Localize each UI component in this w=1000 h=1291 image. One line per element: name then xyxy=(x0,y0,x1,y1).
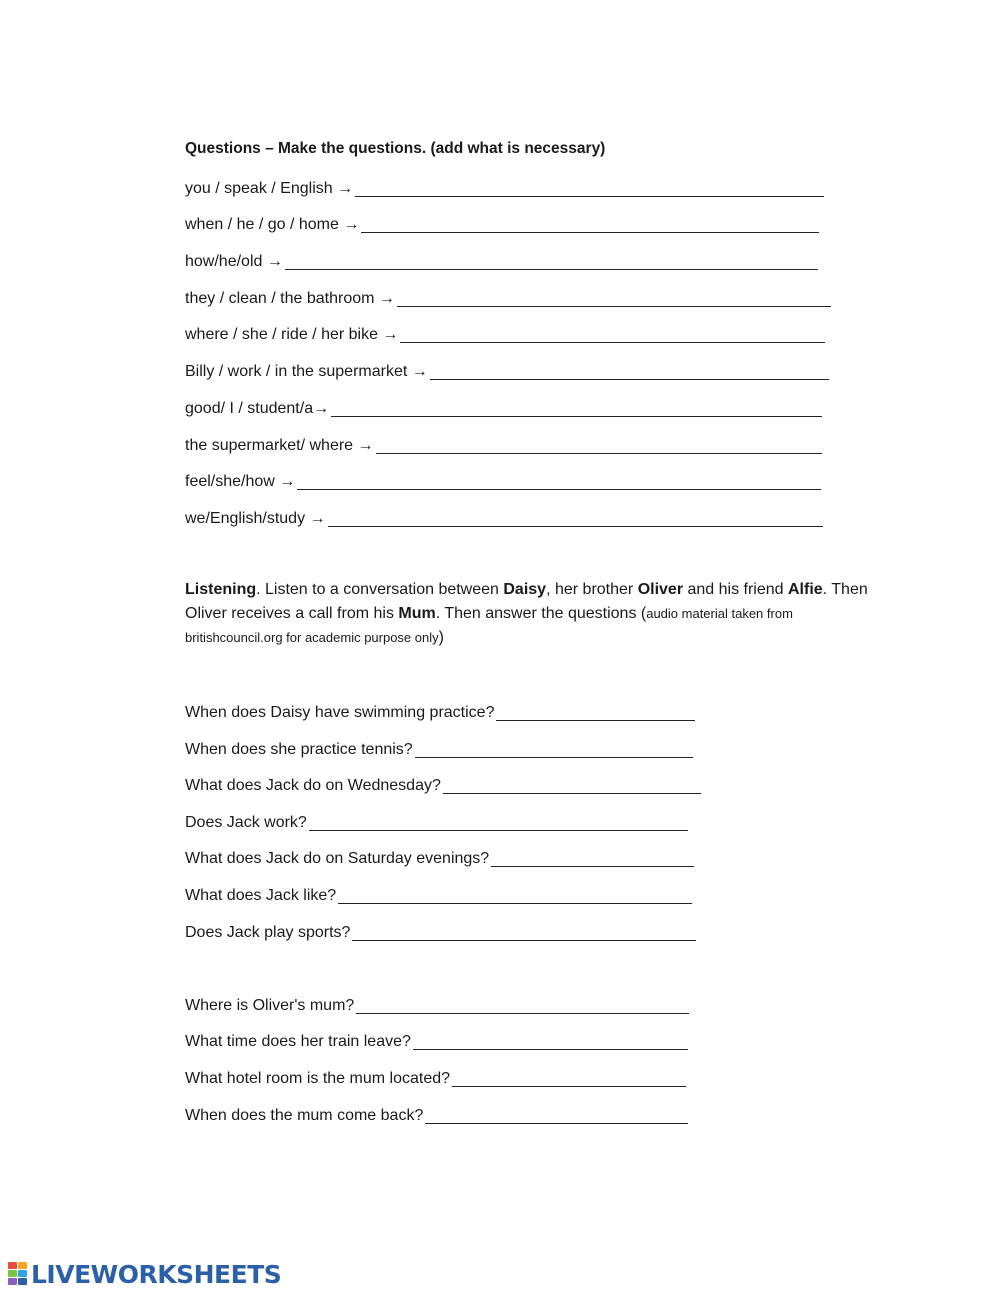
logo-block xyxy=(18,1262,27,1269)
question-row xyxy=(185,396,822,418)
question-prompt: What does Jack like? xyxy=(185,887,337,904)
logo-wordmark: LIVEWORKSHEETS xyxy=(31,1259,282,1289)
source-note: audio material taken from britishcouncil.org for academic purpose only xyxy=(185,606,793,645)
question-row xyxy=(185,1029,688,1051)
question-prompt: What does Jack do on Wednesday? xyxy=(185,777,441,794)
answer-field[interactable] xyxy=(430,361,829,380)
answer-field[interactable] xyxy=(397,288,831,307)
question-prompt: Does Jack work? xyxy=(185,814,307,831)
answer-field[interactable] xyxy=(443,775,701,794)
liveworksheets-logo[interactable] xyxy=(8,1259,281,1289)
intro-text: and his friend xyxy=(683,581,788,598)
question-prompt: Where is Oliver's mum? xyxy=(185,997,355,1014)
name-daisy: Daisy xyxy=(503,581,547,598)
question-prompt: they / clean / the bathroom → xyxy=(185,290,395,307)
answer-field[interactable] xyxy=(331,398,822,417)
logo-block xyxy=(18,1270,27,1277)
question-row xyxy=(185,700,695,722)
question-prompt: when / he / go / home → xyxy=(185,216,360,233)
question-row xyxy=(185,469,821,491)
question-prompt: feel/she/how → xyxy=(185,473,296,490)
answer-field[interactable] xyxy=(496,702,695,721)
answer-field[interactable] xyxy=(355,178,824,197)
question-row xyxy=(185,249,818,271)
answer-field[interactable] xyxy=(338,885,692,904)
logo-block xyxy=(8,1270,17,1277)
answer-field[interactable] xyxy=(400,324,825,343)
intro-text: . Then Oliver receives a call from his xyxy=(185,581,868,622)
section-title-questions: Questions – Make the questions. (add what is necessary) xyxy=(185,140,606,157)
question-row xyxy=(185,1103,688,1125)
question-prompt: When does Daisy have swimming practice? xyxy=(185,704,495,721)
answer-field[interactable] xyxy=(309,812,688,831)
name-oliver: Oliver xyxy=(637,581,684,598)
name-alfie: Alfie xyxy=(788,581,823,598)
listening-label: Listening xyxy=(185,581,257,598)
question-prompt: What does Jack do on Saturday evenings? xyxy=(185,850,490,867)
answer-field[interactable] xyxy=(413,1031,688,1050)
listening-instructions xyxy=(185,578,885,650)
answer-field[interactable] xyxy=(356,995,689,1014)
intro-text: . Listen to a conversation between xyxy=(256,581,504,598)
answer-field[interactable] xyxy=(328,508,823,527)
question-row xyxy=(185,883,692,905)
question-row xyxy=(185,737,693,759)
question-row xyxy=(185,810,688,832)
question-prompt: the supermarket/ where → xyxy=(185,437,374,454)
question-row xyxy=(185,176,824,198)
question-row xyxy=(185,322,825,344)
question-prompt: Billy / work / in the supermarket → xyxy=(185,363,428,380)
answer-field[interactable] xyxy=(452,1068,686,1087)
answer-field[interactable] xyxy=(491,848,694,867)
question-row xyxy=(185,920,696,942)
question-prompt: where / she / ride / her bike → xyxy=(185,326,399,343)
answer-field[interactable] xyxy=(376,435,822,454)
question-row xyxy=(185,359,829,381)
question-prompt: you / speak / English → xyxy=(185,180,354,197)
question-prompt: we/English/study → xyxy=(185,510,326,527)
logo-block xyxy=(8,1262,17,1269)
question-prompt: Does Jack play sports? xyxy=(185,924,351,941)
intro-text: , her brother xyxy=(546,581,638,598)
question-row xyxy=(185,212,819,234)
question-row xyxy=(185,993,689,1015)
question-prompt: What hotel room is the mum located? xyxy=(185,1070,451,1087)
question-prompt: When does the mum come back? xyxy=(185,1107,424,1124)
question-row xyxy=(185,846,694,868)
answer-field[interactable] xyxy=(361,214,819,233)
question-row xyxy=(185,286,831,308)
name-mum: Mum xyxy=(398,605,436,622)
intro-text: ) xyxy=(438,629,444,646)
logo-block xyxy=(18,1278,27,1285)
question-row xyxy=(185,433,822,455)
question-prompt: When does she practice tennis? xyxy=(185,741,413,758)
question-prompt: What time does her train leave? xyxy=(185,1033,411,1050)
logo-block xyxy=(8,1278,17,1285)
question-prompt: good/ I / student/a→ xyxy=(185,400,330,417)
answer-field[interactable] xyxy=(415,739,693,758)
logo-mark-icon xyxy=(8,1262,28,1286)
answer-field[interactable] xyxy=(297,471,821,490)
question-prompt: how/he/old → xyxy=(185,253,283,270)
answer-field[interactable] xyxy=(425,1105,688,1124)
intro-text: . Then answer the questions ( xyxy=(435,605,647,622)
answer-field[interactable] xyxy=(352,922,696,941)
question-row xyxy=(185,1066,686,1088)
answer-field[interactable] xyxy=(285,251,818,270)
question-row xyxy=(185,773,701,795)
question-row xyxy=(185,506,823,528)
